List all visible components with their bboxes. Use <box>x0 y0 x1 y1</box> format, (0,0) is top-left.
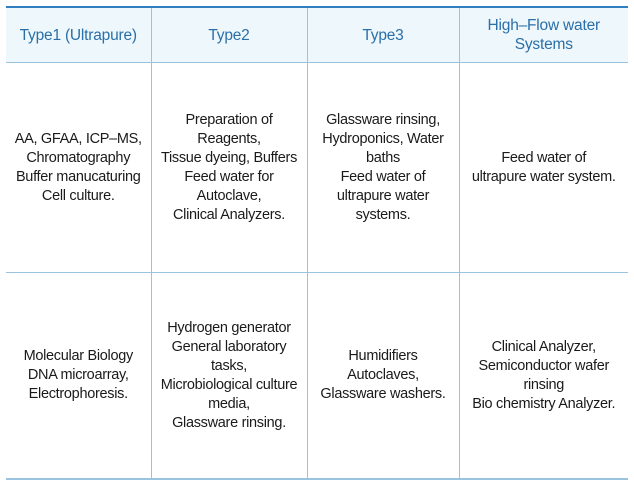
header-high-flow-text: High–Flow water Systems <box>487 17 600 53</box>
cell-line: Glassware rinsing. <box>172 414 286 431</box>
cell-line: AA, GFAA, ICP–MS, <box>14 130 142 147</box>
cell-line: Buffer manucaturing <box>15 168 141 185</box>
cell-line: systems. <box>355 206 411 223</box>
cell-line: Chromatography <box>26 149 131 166</box>
header-type2-text: Type2 <box>208 26 250 44</box>
cell-line: Tissue dyeing, Buffers <box>160 149 298 166</box>
cell-type1-row1 <box>6 63 151 273</box>
header-type3-text: Type3 <box>362 26 404 44</box>
cell-high-flow-row2 <box>459 273 628 480</box>
cell-line: baths <box>366 149 400 166</box>
cell-line: Feed water of <box>501 149 587 166</box>
cell-high-flow-row1 <box>459 63 628 273</box>
cell-line: Reagents, <box>197 130 261 147</box>
cell-line: Clinical Analyzers. <box>173 206 285 223</box>
cell-line: Feed water for <box>184 168 274 185</box>
cell-line: Feed water of <box>340 168 426 185</box>
header-type1 <box>6 7 151 63</box>
header-type3 <box>307 7 459 63</box>
cell-line: DNA microarray, <box>27 367 129 383</box>
cell-line: Glassware washers. <box>320 386 446 402</box>
cell-line: rinsing <box>523 376 565 393</box>
header-row <box>6 7 628 63</box>
cell-line: Humidifiers <box>348 348 418 364</box>
water-type-table <box>6 6 628 480</box>
cell-type3-row1 <box>307 63 459 273</box>
cell-type1-row2 <box>6 273 151 480</box>
cell-line: media, <box>208 395 250 412</box>
cell-line: Autoclaves, <box>347 367 419 383</box>
cell-line: Electrophoresis. <box>28 386 128 402</box>
cell-line: Glassware rinsing, <box>326 111 440 128</box>
cell-type2-row2 <box>151 273 307 480</box>
header-type2 <box>151 7 307 63</box>
cell-line: Hydrogen generator <box>167 319 291 336</box>
cell-line: Clinical Analyzer, <box>491 338 596 355</box>
cell-line: Molecular Biology <box>23 348 133 364</box>
cell-line: Autoclave, <box>196 187 262 204</box>
header-type1-text: Type1 (Ultrapure) <box>19 26 137 44</box>
cell-line: Semiconductor wafer <box>478 357 609 374</box>
cell-line: Microbiological culture <box>160 376 298 393</box>
cell-line: Bio chemistry Analyzer. <box>472 395 616 412</box>
cell-type2-row1 <box>151 63 307 273</box>
cell-line: ultrapure water <box>336 187 430 204</box>
cell-line: General laboratory <box>171 338 287 355</box>
cell-line: Cell culture. <box>41 187 115 204</box>
cell-line: Preparation of <box>185 111 273 128</box>
cell-line: Hydroponics, Water <box>322 130 444 147</box>
cell-line: tasks, <box>210 357 248 374</box>
table-row <box>6 273 628 480</box>
header-high-flow <box>459 7 628 63</box>
table-row <box>6 63 628 273</box>
cell-line: ultrapure water system. <box>471 168 616 185</box>
cell-type3-row2 <box>307 273 459 480</box>
